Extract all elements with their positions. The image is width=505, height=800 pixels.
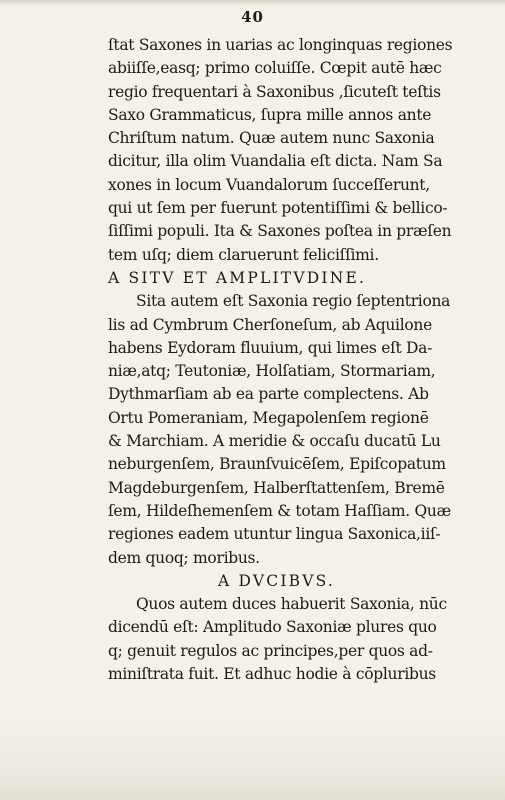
text-line: dem quoq; moribus. <box>108 548 260 567</box>
text-line: q; genuit regulos ac principes,per quos ad- <box>108 641 433 660</box>
text-line: abiiſſe,easq; primo coluiſſe. Cœpit autē hæc <box>108 59 442 78</box>
page-bottom-margin <box>0 710 505 800</box>
page-top-edge <box>0 0 505 6</box>
text-line: Sita autem eſt Saxonia regio ſeptentriona <box>136 292 451 311</box>
paragraph-continuation <box>108 34 464 267</box>
text-line: xones in locum Vuandalorum ſucceſſerunt, <box>108 175 430 194</box>
text-line: ſem, Hildeſhemenſem & totam Haſſiam. Quæ <box>108 501 451 520</box>
text-line: dicitur, illa olim Vuandalia eſt dicta. Nam Sa <box>108 152 443 171</box>
page-number: 40 <box>241 8 264 26</box>
text-line: ſiſſimi populi. Ita & Saxones poſtea in præſen <box>108 222 452 241</box>
paragraph-situ <box>108 290 464 570</box>
text-line: habens Eydoram fluuium, qui limes eſt Da- <box>108 338 433 357</box>
text-line: dicendū eſt: Amplitudo Saxoniæ plures quo <box>108 618 437 637</box>
text-line: Ortu Pomeraniam, Megapolenſem regionē <box>108 408 429 427</box>
text-line: neburgenſem, Braunſvuicēſem, Epiſcopatum <box>108 455 446 474</box>
text-line: Dythmarſiam ab ea parte complectens. Ab <box>108 385 429 404</box>
text-line: Saxo Grammaticus, ſupra mille annos ante <box>108 105 432 124</box>
paragraph-ducibus <box>108 593 464 686</box>
text-line: niæ,atq; Teutoniæ, Holſatiam, Stormariam, <box>108 362 436 381</box>
text-line: qui ut ſem per fuerunt potentiſſimi & bellico- <box>108 199 448 218</box>
text-line: regio frequentari à Saxonibus ,ſicuteſt teſtis <box>108 82 441 101</box>
text-line: Magdeburgenſem, Halberſtattenſem, Bremē <box>108 478 445 497</box>
text-line: ſtat Saxones in uarias ac longinquas regiones <box>108 36 453 54</box>
section-heading-ducibus: A DVCIBVS. <box>218 571 336 590</box>
text-block <box>108 34 464 686</box>
text-line: regiones eadem utuntur lingua Saxonica,iiſ- <box>108 525 441 544</box>
text-line: tem uſq; diem claruerunt feliciſſimi. <box>108 245 379 264</box>
text-line: Quos autem duces habuerit Saxonia, nūc <box>136 595 447 614</box>
section-heading-situ: A SITV ET AMPLITVDINE. <box>108 268 367 287</box>
text-line: & Marchiam. A meridie & occaſu ducatū Lu <box>108 432 441 451</box>
text-line: lis ad Cymbrum Cherſoneſum, ab Aquilone <box>108 315 432 334</box>
text-line: Chriſtum natum. Quæ autem nunc Saxonia <box>108 129 435 148</box>
text-line: miniſtrata fuit. Et adhuc hodie à cōpluribus <box>108 665 436 684</box>
